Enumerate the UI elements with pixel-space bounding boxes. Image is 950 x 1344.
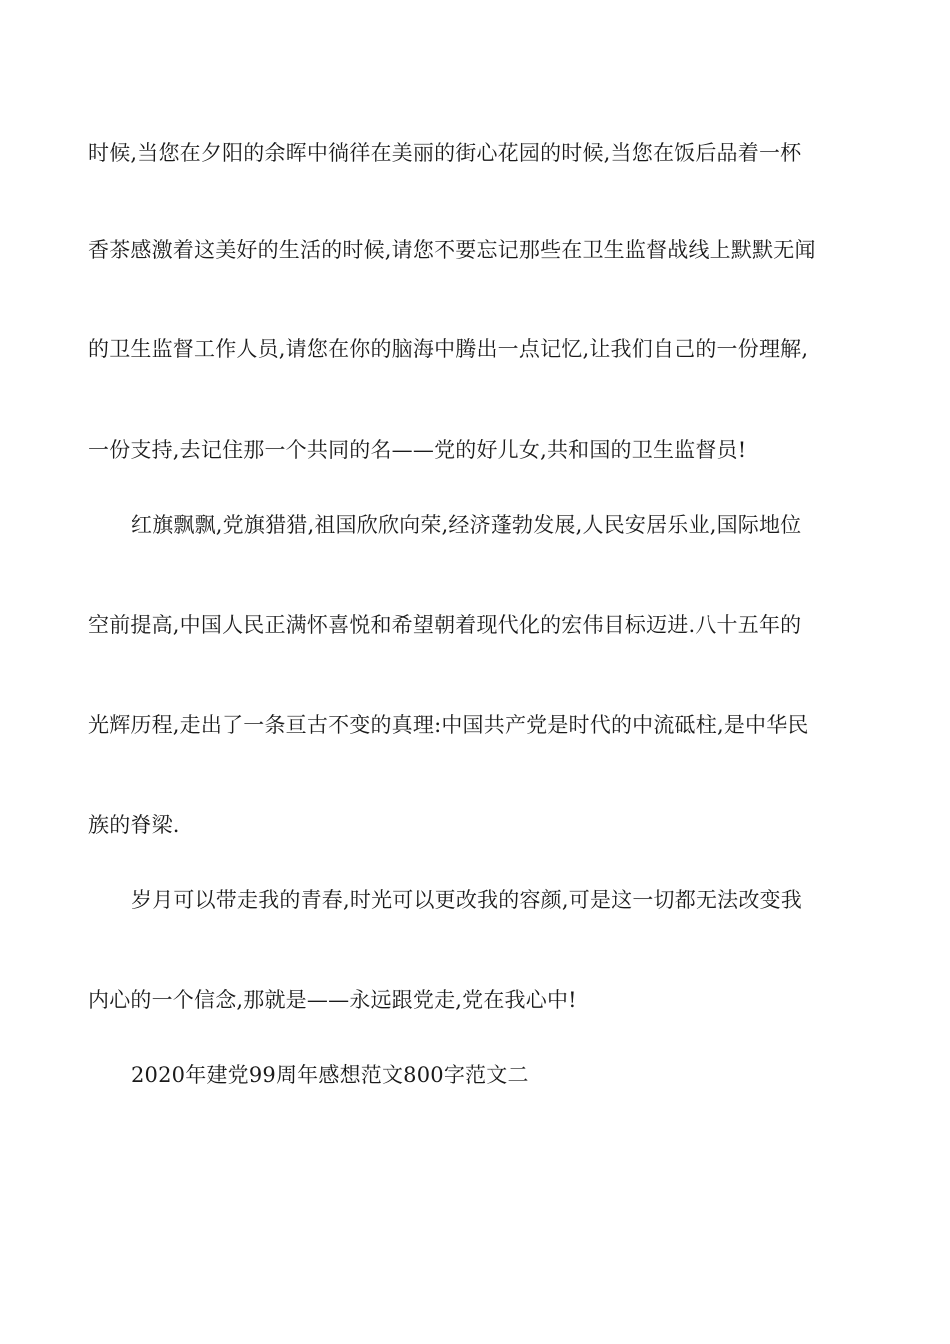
paragraph-2-line-2: 空前提高,中国人民正满怀喜悦和希望朝着现代化的宏伟目标迈进.八十五年的 xyxy=(88,613,802,637)
paragraph-1-line-4: 一份支持,去记住那一个共同的名——党的好儿女,共和国的卫生监督员! xyxy=(88,438,747,462)
paragraph-3-line-1: 岁月可以带走我的青春,时光可以更改我的容颜,可是这一切都无法改变我 xyxy=(131,888,802,912)
paragraph-2-line-4: 族的脊梁. xyxy=(88,813,180,837)
paragraph-1-line-1: 时候,当您在夕阳的余晖中徜徉在美丽的街心花园的时候,当您在饭后品着一杯 xyxy=(88,141,802,165)
paragraph-2-line-1: 红旗飘飘,党旗猎猎,祖国欣欣向荣,经济蓬勃发展,人民安居乐业,国际地位 xyxy=(131,513,802,537)
paragraph-1-line-2: 香茶感激着这美好的生活的时候,请您不要忘记那些在卫生监督战线上默默无闻 xyxy=(88,238,816,262)
paragraph-1-line-3: 的卫生监督工作人员,请您在你的脑海中腾出一点记忆,让我们自己的一份理解, xyxy=(88,337,809,361)
paragraph-3-line-2: 内心的一个信念,那就是——永远跟党走,党在我心中! xyxy=(88,988,577,1012)
section-heading-line: 2020年建党99周年感想范文800字范文二 xyxy=(131,1063,529,1087)
paragraph-2-line-3: 光辉历程,走出了一条亘古不变的真理:中国共产党是时代的中流砥柱,是中华民 xyxy=(88,713,809,737)
